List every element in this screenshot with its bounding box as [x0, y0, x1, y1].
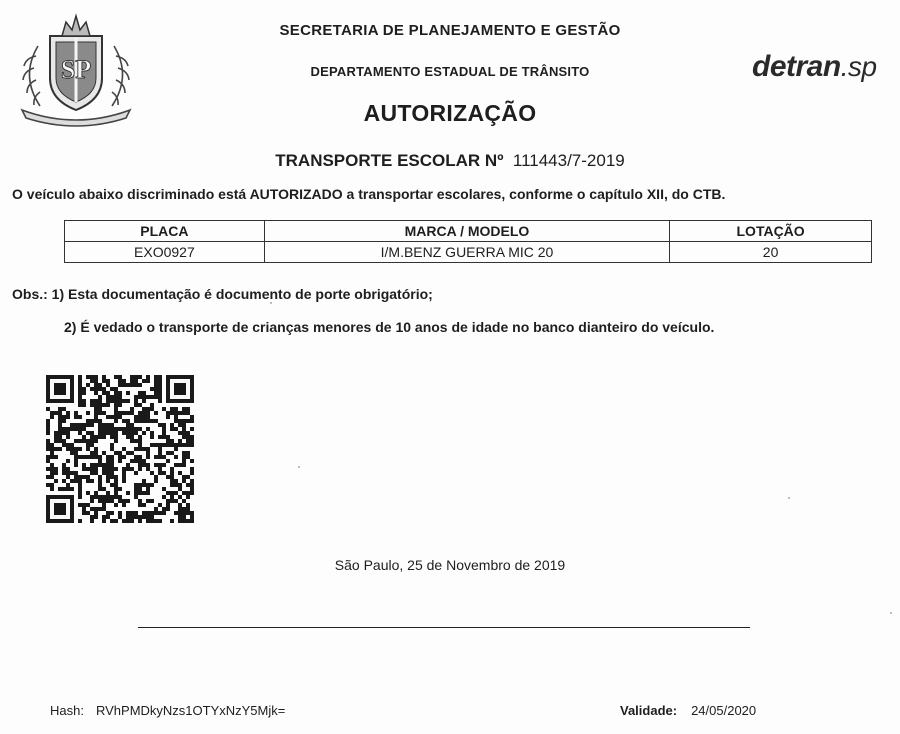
authorization-statement	[12, 186, 725, 202]
scan-speck	[298, 466, 300, 468]
signature-line	[138, 627, 750, 628]
document-title: AUTORIZAÇÃO	[363, 100, 537, 126]
cell-placa: EXO0927	[65, 242, 265, 263]
observation-1: Obs.: 1) Esta documentação é documento de porte obrigatório;	[12, 286, 433, 302]
auth-pre: O veículo abaixo discriminado está	[12, 186, 250, 202]
scan-speck	[270, 302, 272, 304]
logo-main: detran	[752, 50, 841, 83]
vehicle-table-header	[65, 221, 872, 242]
auth-post: a transportar escolares, conforme o capítulo XII, do CTB.	[342, 186, 726, 202]
seal-lettering: SP	[60, 55, 92, 84]
detran-sp-logo	[752, 50, 877, 84]
header-lotacao: LOTAÇÃO	[670, 221, 872, 242]
document-subtitle	[0, 151, 900, 171]
secretaria-heading: SECRETARIA DE PLANEJAMENTO E GESTÃO	[279, 22, 621, 39]
hash-field	[50, 703, 285, 718]
authorization-number: 111443/7-2019	[512, 151, 625, 170]
validity-field	[620, 703, 756, 718]
hash-label: Hash:	[50, 703, 84, 718]
header-placa: PLACA	[65, 221, 265, 242]
header-marca-modelo: MARCA / MODELO	[264, 221, 669, 242]
subtitle-label: TRANSPORTE ESCOLAR Nº	[275, 151, 504, 170]
hash-value: RVhPMDkyNzs1OTYxNzY5Mjk=	[95, 703, 286, 718]
vehicle-table	[64, 220, 872, 263]
place-and-date: São Paulo, 25 de Novembro de 2019	[334, 557, 566, 573]
cell-lotacao: 20	[670, 242, 872, 263]
scan-speck	[890, 612, 892, 614]
scan-speck	[788, 497, 790, 499]
departamento-heading: DEPARTAMENTO ESTADUAL DE TRÂNSITO	[310, 64, 590, 79]
validity-value: 24/05/2020	[691, 703, 757, 718]
table-row	[65, 242, 872, 263]
auth-bold: AUTORIZADO	[249, 186, 343, 202]
qr-modules	[46, 375, 194, 523]
validity-label: Validade:	[620, 703, 678, 718]
observation-2: 2) É vedado o transporte de crianças menores de 10 anos de idade no banco dianteiro do veículo.	[64, 319, 715, 335]
logo-suffix: .sp	[840, 51, 877, 82]
qr-code	[44, 375, 196, 523]
cell-marca-modelo: I/M.BENZ GUERRA MIC 20	[264, 242, 669, 263]
